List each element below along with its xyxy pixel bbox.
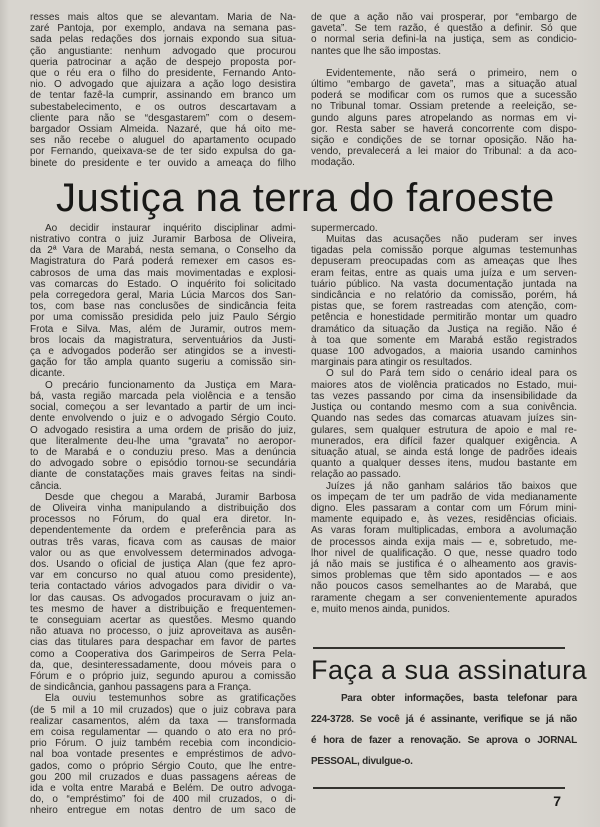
text-line: cabrosos de uma das mais movimentadas e explosi- — [30, 267, 296, 279]
text-line: gulares, sem qualquer estrutura de apoio e mal re- — [311, 424, 577, 436]
text-line: Fórum e o próprio juiz, segundo apurou a comissão — [30, 670, 296, 682]
paragraph — [30, 380, 296, 492]
text-line: bargador Ossiam Almeida. Nazaré, que há oito me- — [30, 124, 296, 136]
text-line: nistrativo contra o juiz Juramir Barbosa de Oliveira, — [30, 234, 296, 246]
text-line: ção angustiante: nenhum advogado que procurou — [30, 45, 296, 57]
text-line: ses não recebe o aluguel do apartamento ocupado — [30, 135, 296, 147]
text-line: mamente equipado e, às vezes, residências oficiais. — [311, 514, 577, 526]
text-line: nio. O advogado que ajuizara a ação logo desistira — [30, 79, 296, 91]
text-line: Ela ouviu testemunhos sobre as gratificações — [45, 693, 296, 705]
text-line: o normal seria defini-la na justiça, sem as condicio- — [311, 34, 577, 46]
paragraph — [311, 234, 577, 368]
top-left-column — [30, 12, 296, 169]
text-line: que o réu era o filho do presidente, Fernando Anto- — [30, 68, 296, 80]
text-line: marginais para atingir os resultados. — [311, 357, 473, 369]
text-line: 224-3728. Se você já é assinante, verifique se já não — [311, 714, 577, 726]
text-line: e, muito menos ainda, punidos. — [311, 603, 450, 615]
paragraph — [311, 481, 577, 615]
text-line: lhor nivel de qualificação. O que, nesse quadro todo — [311, 547, 577, 559]
text-line: Evidentemente, não será o primeiro, nem o — [326, 67, 577, 79]
text-line: dicante. — [30, 368, 66, 380]
text-line: processos no Fórum, do qual era diretor. In- — [30, 514, 296, 526]
text-line: O advogado resistira a uma ordem de prisão do juiz, — [30, 424, 296, 436]
text-line: tas vezes passando por cima da insensibilidade da — [311, 390, 577, 402]
text-line: outras três varas, ficava com as causas de maior — [30, 536, 296, 548]
text-line: (de 5 mil a 10 mil cruzados) que o juiz cobrava para — [30, 704, 296, 716]
text-line: raramente chegam a ser convenientemente apurados — [311, 592, 577, 604]
text-line: de Oliveira vinha manipulando a distribuição dos — [30, 502, 296, 514]
text-line: modação. — [311, 157, 355, 169]
text-line: relação ao passado. — [311, 469, 402, 481]
text-line: sada pelas redações dos jornais expondo sua situa- — [30, 34, 296, 46]
text-line: gação for tão ampla quanto sugeriu a comissão sin- — [30, 357, 296, 369]
text-line: depuseram preocupadas com as ameaças que lhes — [311, 256, 577, 268]
text-line: ça e advogados poderão ser atingidos se a investi- — [30, 346, 296, 358]
text-line: gaveta”. Se tem razão, é questão a definir. Só que — [311, 23, 577, 35]
text-line: valor ou as que envolvessem determinados advoga- — [30, 547, 296, 559]
article-left-column — [30, 223, 296, 817]
text-line: não poucos casos semelhantes ao de Marabá, que — [311, 581, 577, 593]
text-line: O sul do Pará tem sido o cenário ideal para os — [326, 368, 577, 380]
paragraph — [30, 693, 296, 816]
text-line: gou 200 mil cruzados e duas passagens aéreas de — [30, 771, 296, 783]
paragraph — [30, 12, 296, 169]
text-line: digno. Eles passaram a contar com um Fórum mini- — [311, 502, 577, 514]
text-line: social, começou a ser levantado a partir de um inci- — [30, 402, 296, 414]
text-line: diante de constatações mais graves feitas na sindi- — [30, 469, 296, 481]
text-line: da 2ª Vara de Marabá, nesta semana, o Conselho da — [30, 245, 296, 257]
text-line: cias das titulares para despachar em favor de partes — [30, 637, 296, 649]
text-line: Magistratura do Pará poderá remexer em casos es- — [30, 256, 296, 268]
paragraph — [30, 492, 296, 694]
text-line: dependentemente da ordem e preferência para as — [30, 525, 296, 537]
top-section — [30, 12, 578, 169]
text-line: tigadas pela comissão porque algumas testemunhas — [311, 245, 577, 257]
text-line: já não mais se justifica é o alheamento aos gravis- — [311, 558, 577, 570]
page-number: 7 — [553, 793, 561, 810]
text-line: que literalmente deu-lhe uma “gravata” no aeropor- — [30, 435, 296, 447]
text-line: no Tribunal tomar. Ossiam pretende a reeleição, se- — [311, 101, 577, 113]
text-line: de processos ainda exija mais — e, sobretudo, me- — [311, 536, 577, 548]
text-line: gados, como o próprio Sérgio Couto, que lhe entre- — [30, 760, 296, 772]
text-line: simos problemas que têm sido apontados — e aos — [311, 570, 577, 582]
text-line: é hora de fazer a renovação. Se aprova o JORNAL — [311, 735, 577, 747]
text-line: zaré Pantoja, por exemplo, andava na semana pas- — [30, 23, 296, 35]
text-line: situação atual, se ainda está longe de padrões ideais — [311, 446, 577, 458]
article-right-column — [311, 222, 588, 817]
text-line: vas comarcas do Estado. O inquérito foi solicitado — [30, 278, 296, 290]
text-line: bros locais da magistratura, serventuários da Justi- — [30, 334, 296, 346]
paragraph — [30, 223, 296, 380]
text-line: petência e honestidade permitirão montar um quadro — [311, 312, 577, 324]
text-line: supermercado. — [311, 222, 378, 234]
text-line: nal boa vontade presentes e empréstimos de advo- — [30, 749, 296, 761]
article-body — [30, 222, 588, 817]
text-line: do, o “empréstimo” foi de 400 mil cruzados, o di- — [30, 794, 296, 806]
paragraph — [311, 223, 577, 234]
text-line: pistas que, se forem rastreadas com atenção, com- — [311, 301, 577, 313]
subscription-title: Faça a sua assinatura — [311, 654, 588, 685]
text-line: por Fernando, queixava-se de ter sido expulsa do ga- — [30, 146, 296, 158]
text-line: do advogado sobre o episódio tornou-se secundária — [30, 458, 296, 470]
text-line: Quando nas sedes das comarcas atuavam juízes sin- — [311, 413, 577, 425]
text-line: dos. Usando o oficial de justiça Alan (que fez apro- — [30, 558, 296, 570]
paragraph — [311, 368, 577, 480]
text-line: à toa que somente em Marabá estão registrados — [311, 334, 577, 346]
text-line: sindicância e no relatório da comissão, porém, há — [311, 290, 577, 302]
text-line: como a Cooperativa dos Garimpeiros de Serra Pela- — [30, 648, 296, 660]
text-line: te conseguiam acertar as questões. Mesmo quando — [30, 614, 296, 626]
text-line: último “embargo de gaveta”, mas a situação atual — [311, 79, 577, 91]
top-right-column — [311, 12, 577, 169]
text-line: subestabelecimento, e os outros descartavam a — [30, 101, 296, 113]
text-line: vendo, prevalecerá a lei maior do Tribunal: a da aco- — [311, 146, 577, 158]
text-line: cância. — [30, 480, 62, 492]
text-line: Ao decidir instaurar inquérito disciplinar admi- — [45, 222, 296, 234]
article-right-text — [311, 223, 577, 615]
text-line: poderá se modificar com os rumos que a sucessão — [311, 90, 577, 102]
text-line: dente envolvendo o juiz e o advogado Sérgio Couto. — [30, 413, 296, 425]
text-line: não atuava no processo, o juiz aproveitava as ausên- — [30, 626, 296, 638]
text-line: tuário público. Na vasta documentação juntada na — [311, 278, 577, 290]
text-line: Para obter informações, basta telefonar para — [341, 693, 577, 705]
text-line: quanto a qualquer desses itens, mudou bastante em — [311, 458, 577, 470]
text-line: O precário funcionamento da Justiça em Mara- — [45, 379, 296, 391]
text-line: Juízes já não ganham salários tão baixos que — [326, 480, 577, 492]
text-line: resses mais altos que se alevantam. Maria de Na- — [30, 12, 296, 23]
paragraph — [311, 12, 577, 57]
text-line: realizar casamentos, além da taxa — transformada — [30, 715, 296, 727]
text-line: de sindicância, ganhou passagens para a França. — [30, 682, 252, 694]
text-line: de tentar fazê-la cumprir, assinando em branco um — [30, 90, 296, 102]
text-line: nantes que lhe são impostas. — [311, 45, 442, 57]
subscription-box — [311, 647, 588, 789]
text-line: dramático da situação da Justiça na região. Não é — [311, 323, 577, 335]
text-line: eram feitas, entre as quais uma juíza e um serven- — [311, 267, 577, 279]
text-line: teria contactado vários advogados para dividir o va- — [30, 581, 296, 593]
text-line: Muitas das acusações não puderam ser inves — [326, 234, 577, 246]
subscription-text — [311, 688, 577, 772]
paragraph — [311, 68, 577, 169]
text-line: em coisa regulamentar — quando o ato era no pró- — [30, 726, 296, 738]
text-line: Justiça ou contando mesmo com a sua conivência. — [311, 402, 577, 414]
text-line: As varas foram multiplicadas, embora a avolumação — [311, 525, 577, 537]
text-line: sição e condições de se tornar oposição. Não ha- — [311, 135, 577, 147]
text-line: cliente para não se “desgastarem” com o desem- — [30, 112, 296, 124]
text-line: gundo alguns pares atropelando as normas em vi- — [311, 112, 577, 124]
text-line: tes mesmo de haver a distribuição e frequentemen- — [30, 603, 296, 615]
text-line: maiores atos de violência praticados no Estado, mui- — [311, 379, 577, 391]
text-line: binete do presidente e ter ouvido a ameaça do filho — [30, 157, 296, 169]
text-line: munerados, era difícil fazer qualquer exigência. A — [311, 435, 577, 447]
text-line: var em concurso no qual atuou como presidente), — [30, 570, 296, 582]
text-line: queria patrocinar a ação de despejo proposta por- — [30, 56, 296, 68]
text-line: de que a ação não vai prosperar, por “embargo de — [311, 12, 577, 23]
text-line: to de Marabá e o conduziu preso. Mas a denúncia — [30, 446, 296, 458]
paragraph — [311, 688, 577, 772]
divider-top — [313, 647, 565, 649]
text-line: Desde que chegou a Marabá, Juramir Barbosa — [45, 491, 296, 503]
text-line: quase 100 advogados, a maioria usando caminhos — [311, 346, 577, 358]
text-line: gor. Resta saber se haverá concorrente com dispo- — [311, 123, 577, 135]
text-line: tos, com base nas conclusões de sindicância feita — [30, 301, 296, 313]
text-line: bá, vasta região marcada pela violência e a tensão — [30, 390, 296, 402]
text-line: prio Fórum. O juiz também recebia com incondicio- — [30, 738, 296, 750]
text-line: lor das causas. Os advogados procuravam o juiz an- — [30, 592, 296, 604]
text-line: nheiro entregue em notas dentro de um saco de — [30, 805, 296, 817]
text-line: PESSOAL, divulgue-o. — [311, 756, 413, 768]
text-line: ida e volta entre Marabá e Belém. De outro advoga- — [30, 783, 296, 794]
text-line: os impeçam de ter um padrão de vida medianamente — [311, 491, 577, 503]
text-line: da, que, desinteressadamente, doou móveis para o — [30, 659, 296, 671]
article-headline: Justiça na terra do faroeste — [56, 175, 555, 220]
text-line: pela corregedora geral, Maria Lúcia Marcos dos San- — [30, 290, 296, 302]
divider-bottom — [313, 787, 565, 789]
text-line: Frota e Silva. Mas, além de Juramir, outros mem- — [30, 323, 296, 335]
text-line: por uma comissão presidida pelo juiz Paulo Sérgio — [30, 312, 296, 324]
